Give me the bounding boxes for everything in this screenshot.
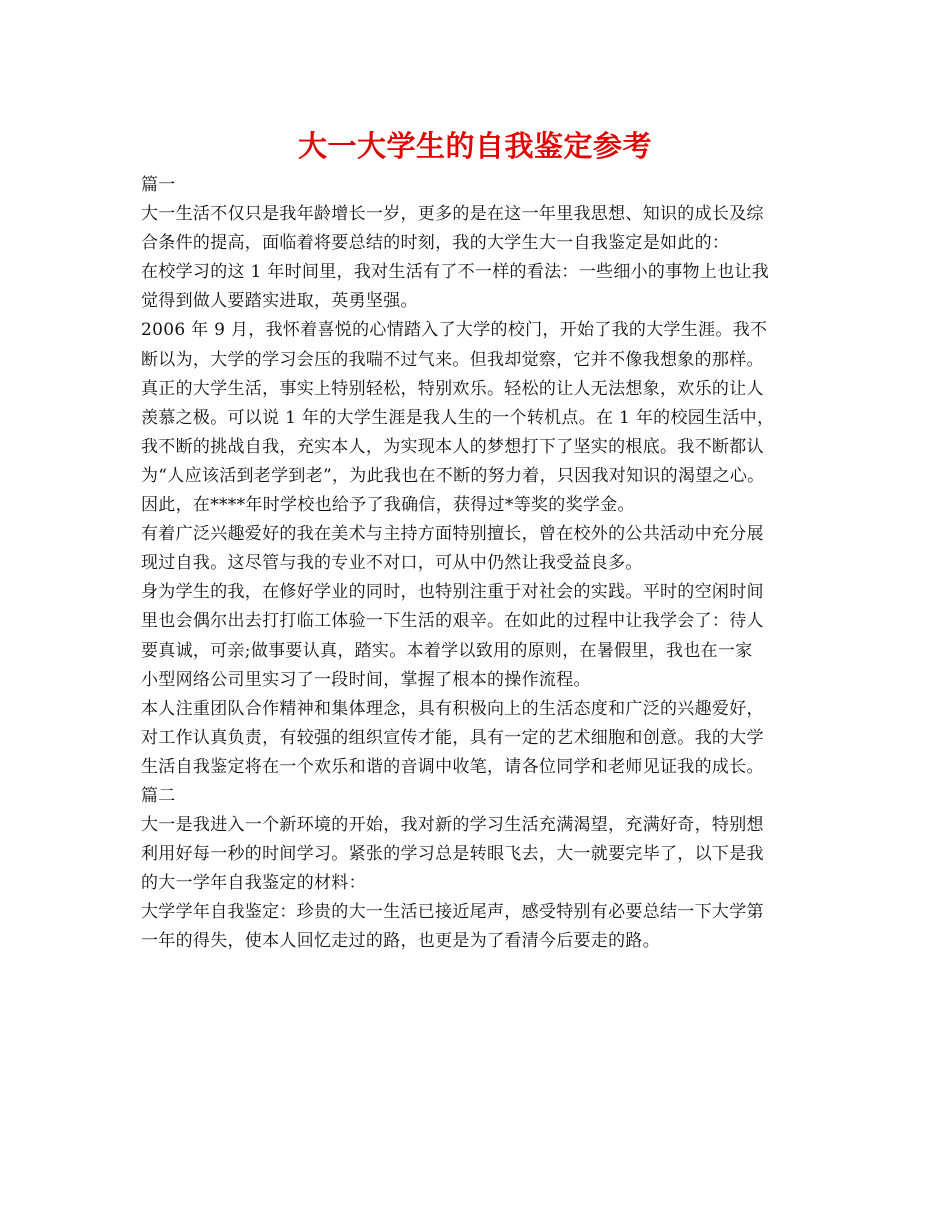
body-line: 大学学年自我鉴定：珍贵的大一生活已接近尾声，感受特别有必要总结一下大学第 <box>141 902 764 923</box>
body-line: 2006 年 9 月，我怀着喜悦的心情踏入了大学的校门，开始了我的大学生涯。我不 <box>141 320 768 341</box>
body-line: 利用好每一秒的时间学习。紧张的学习总是转眼飞去，大一就要完毕了，以下是我 <box>141 844 764 865</box>
body-line: 大一是我进入一个新环境的开始，我对新的学习生活充满渴望，充满好奇，特别想 <box>141 815 764 836</box>
body-line: 现过自我。这尽管与我的专业不对口，可从中仍然让我受益良多。 <box>141 553 643 574</box>
section-heading: 篇一 <box>141 175 176 195</box>
body-line: 本人注重团队合作精神和集体理念，具有积极向上的生活态度和广泛的兴趣爱好， <box>141 698 764 719</box>
body-line: 真正的大学生活，事实上特别轻松，特别欢乐。轻松的让人无法想象，欢乐的让人 <box>141 378 764 399</box>
body-line: 有着广泛兴趣爱好的我在美术与主持方面特别擅长，曾在校外的公共活动中充分展 <box>141 524 764 545</box>
body-line: 身为学生的我，在修好学业的同时，也特别注重于对社会的实践。平时的空闲时间 <box>141 582 764 603</box>
body-line: 觉得到做人要踏实进取，英勇坚强。 <box>141 291 418 312</box>
document-body <box>141 171 831 957</box>
body-line: 断以为，大学的学习会压的我喘不过气来。但我却觉察，它并不像我想象的那样。 <box>141 349 764 370</box>
body-line: 羡慕之极。可以说 1 年的大学生涯是我人生的一个转机点。在 1 年的校园生活中， <box>141 407 775 428</box>
body-line: 大一生活不仅只是我年龄增长一岁，更多的是在这一年里我思想、知识的成长及综 <box>141 204 764 225</box>
body-line: 因此，在****年时学校也给予了我确信，获得过*等奖的奖学金。 <box>141 495 635 516</box>
body-line: 一年的得失，使本人回忆走过的路，也更是为了看清今后要走的路。 <box>141 931 660 952</box>
body-line: 小型网络公司里实习了一段时间，掌握了根本的操作流程。 <box>141 669 591 690</box>
body-line: 里也会偶尔出去打打临工体验一下生活的艰辛。在如此的过程中让我学会了：待人 <box>141 611 764 632</box>
section-heading: 篇二 <box>141 785 176 806</box>
body-line: 在校学习的这 1 年时间里，我对生活有了不一样的看法：一些细小的事物上也让我 <box>141 262 770 283</box>
body-line: 要真诚，可亲;做事要认真，踏实。本着学以致用的原则，在暑假里，我也在一家 <box>141 640 753 661</box>
body-line: 合条件的提高，面临着将要总结的时刻，我的大学生大一自我鉴定是如此的： <box>141 233 730 254</box>
body-line: 的大一学年自我鉴定的材料： <box>141 873 366 894</box>
document-title: 大一大学生的自我鉴定参考 <box>297 129 652 163</box>
body-line: 对工作认真负责，有较强的组织宣传才能，具有一定的艺术细胞和创意。我的大学 <box>141 727 764 748</box>
body-line: 我不断的挑战自我，充实本人，为实现本人的梦想打下了坚实的根底。我不断都认 <box>141 436 764 457</box>
body-line: 生活自我鉴定将在一个欢乐和谐的音调中收笔，请各位同学和老师见证我的成长。 <box>141 756 764 777</box>
body-line: 为“人应该活到老学到老”，为此我也在不断的努力着，只因我对知识的渴望之心。 <box>141 465 765 486</box>
